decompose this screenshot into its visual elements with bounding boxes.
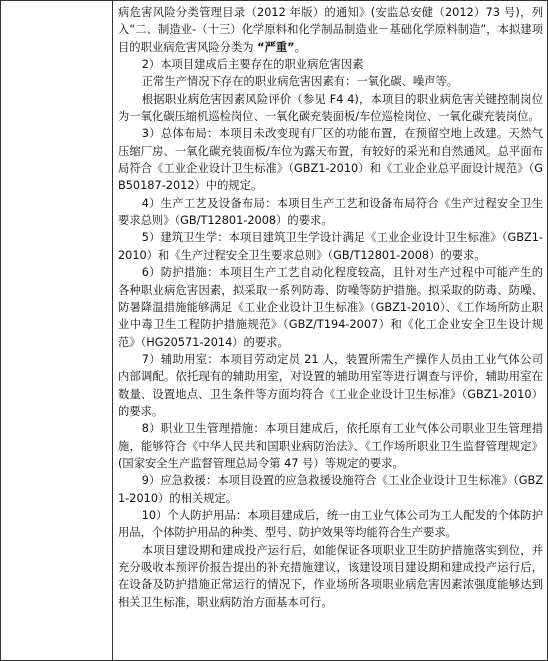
risk-level-bold: “严重” (257, 40, 295, 54)
paragraph-management-measures: 8）职业卫生管理措施：本项目建成后，依托原有工业气体公司职业卫生管理措施，能够符合《中华人民共和国职业病防治法》、《工作场所职业卫生监督管理规定》(国家安全生产监督管理总局令第 47 号）等规定的要求。 (118, 422, 543, 470)
paragraph-auxiliary-rooms: 7）辅助用室：本项目劳动定员 21 人，装置所需生产操作人员由工业气体公司内部调配。依托现有的辅助用室，对设置的辅助用室等进行调查与评价，辅助用室在数量、设置地点、卫生条件等方面均符合《工业企业设计卫生标准》（GBZ1-2010）的要求。 (118, 352, 543, 418)
left-column-cell (1, 1, 113, 660)
paragraph-layout: 3）总体布局：本项目未改变现有厂区的功能布置，在预留空地上改建。天然气压缩厂房、一氧化碳充装面板/车位为露天布置，有较好的采光和自然通风。总平面布局符合《工业企业设计卫生标准》（GBZ1-2010）和《工业企业总平面设计规范》（GB50187-2012）中的规定。 (118, 127, 543, 193)
risk-classification-text: 病危害风险分类管理目录（2012 年版）的通知》(安监总安健（2012）73 号)，列入“二、制造业-（十三）化学原料和化学制品制造业－基础化学原料制造”，本拟建项目的职业病危害风险分类为 (118, 6, 543, 54)
paragraph-hazard-heading: 2）本项目建成后主要存在的职业病危害因素 (141, 58, 364, 72)
risk-classification-end: 。 (294, 40, 306, 54)
paragraph-process-layout: 4）生产工艺及设备布局：本项目生产工艺和设备布局符合《生产过程安全卫生要求总则》（GB/T12801-2008）的要求。 (118, 196, 543, 228)
paragraph-key-positions: 根据职业病危害因素风险评价（参见 F4 4)，本项目的职业病危害关键控制岗位为一氧化碳压缩机巡检岗位、一氧化碳充装面板/车位巡检岗位、一氧化碳充装岗位。 (118, 92, 543, 124)
paragraph-emergency-rescue: 9）应急救援：本项目设置的应急救援设施符合《工业企业设计卫生标准》（GBZ1-2010）的相关规定。 (118, 474, 543, 505)
paragraph-hazard-factors: 正常生产情况下存在的职业病危害因素有：一氧化碳、噪声等。 (141, 75, 459, 89)
paragraph-conclusion: 本项目建设期和建成投产运行后，如能保证各项职业卫生防护措施落实到位，并充分吸收本预评价报告提出的补充措施建议，该建设项目建设期和建成投产运行后，在设备及防护措施正常运行的情况下，作业场所各项职业病危害因素浓强度能够达到相关卫生标准，职业病防治方面基本可行。 (118, 543, 543, 609)
paragraph-building-hygiene: 5）建筑卫生学：本项目建筑卫生学设计满足《工业企业设计卫生标准》（GBZ1-2010）和《生产过程安全卫生要求总则》（GB/T12801-2008）的要求。 (118, 231, 543, 262)
paragraph-protective-measures: 6）防护措施：本项目生产工艺自动化程度较高，且针对生产过程中可能产生的各种职业病危害因素，拟采取一系列防毒、防噪等防护措施。拟采取的防毒、防噪、防暑降温措施能够满足《工业企业设计卫生标准》（GBZ1-2010）、《工作场所防止职业中毒卫生工程防护措施规范》（GBZ/T194-2007）和《化工企业安全卫生设计规范》（HG20571-2014）的要求。 (118, 266, 543, 349)
paragraph-personal-protection: 10）个人防护用品：本项目建成后，统一由工业气体公司为工人配发的个体防护用品，个体防护用品的种类、型号、防护效果等均能符合生产要求。 (118, 508, 543, 540)
content-cell (113, 1, 547, 660)
paragraph-risk-classification (118, 4, 543, 56)
